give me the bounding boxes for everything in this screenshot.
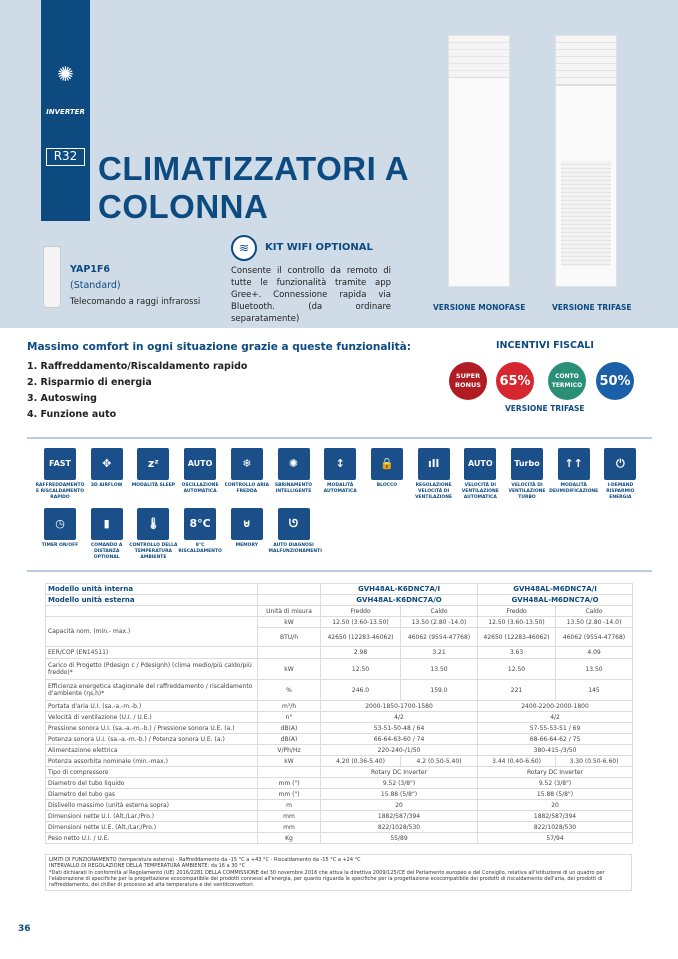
table-cell: 4/2 (321, 712, 478, 723)
feature-item: 4. Funzione auto (27, 409, 117, 420)
table-cell: mm (258, 822, 321, 833)
heat-cool-icon: ✺ (57, 62, 74, 86)
table-cell: Rotary DC Inverter (478, 767, 633, 778)
wifi-description: Consente il controllo da remoto di tutte le funzionalità tramite app Gree+. Connessione rapida via Bluetooth. (da ordinare separatamente) (231, 266, 391, 324)
feature-icon-label: CONTROLLO ARIA FREDDA (224, 483, 269, 494)
feature-icon: ᘎ (278, 508, 310, 540)
feature-icon-label: COMANDO A DISTANZA OPTIONAL (90, 543, 123, 560)
table-row (46, 800, 633, 811)
table-cell: 53-51-50-48 / 64 (321, 723, 478, 734)
version-label-trifase: VERSIONE TRIFASE (552, 303, 632, 312)
feature-icon: ıll (418, 448, 450, 480)
feature-icon-label: AUTO DIAGNOSI MALFUNZIONAMENTI (268, 543, 322, 554)
feature-icon: ◷ (44, 508, 76, 540)
table-cell: 12.50 (3.60-13.50) (478, 617, 556, 628)
table-cell: kW (258, 756, 321, 767)
feature-icon-label: CONTROLLO DELLA TEMPERATURA AMBIENTE (129, 543, 178, 560)
table-cell: 46062 (9554-47768) (401, 628, 478, 647)
feature-icon: 🌡 (137, 508, 169, 540)
row-label: Capacità nom. (min.- max.) (46, 617, 258, 647)
table-cell: Kg (258, 833, 321, 844)
feature-item: 3. Autoswing (27, 393, 97, 404)
feature-icon: ▮ (91, 508, 123, 540)
feature-icon: 8°C (184, 508, 216, 540)
unit-image-trifase (555, 35, 617, 287)
row-label: Dislivello massimo (unità esterna sopra) (46, 800, 258, 811)
feature-icon-label: 8°C RISCALDAMENTO (178, 543, 222, 554)
table-cell: Rotary DC Inverter (321, 767, 478, 778)
table-row (46, 833, 633, 844)
table-row (46, 778, 633, 789)
feature-icon-label: VELOCITÀ DI VENTILAZIONE TURBO (508, 483, 546, 500)
wifi-icon: ≋ (231, 235, 257, 261)
wifi-title: KIT WIFI OPTIONAL (265, 242, 373, 253)
table-cell: 2.98 (321, 647, 401, 659)
table-cell: 4.09 (556, 647, 633, 659)
row-label: Velocità di ventilazione (U.I. / U.E.) (46, 712, 258, 723)
feature-icon: ✥ (91, 448, 123, 480)
table-cell: 2400-2200-2000-1800 (478, 701, 633, 712)
version-label-monofase: VERSIONE MONOFASE (433, 303, 526, 312)
table-cell: 3.30 (0.50-6.60) (556, 756, 633, 767)
table-row (46, 617, 633, 628)
page-title (98, 150, 409, 226)
table-cell: kW (258, 659, 321, 680)
row-label: Potenza sonora U.I. (sa.-a.-m.-b.) / Potenza sonora U.E. (a.) (46, 734, 258, 745)
feature-icon-label: SBRINAMENTO INTELLIGENTE (274, 483, 313, 494)
remote-description: Telecomando a raggi infrarossi (70, 297, 201, 307)
table-cell: m (258, 800, 321, 811)
feature-icon: AUTO (464, 448, 496, 480)
table-row (46, 734, 633, 745)
table-cell: 46062 (9554-47768) (556, 628, 633, 647)
r32-badge: R32 (46, 148, 85, 166)
table-cell: GVH48AL-K6DNC7A/I (321, 584, 478, 595)
feature-icon-label: MODALITÀ SLEEP (131, 483, 176, 488)
row-label: Dimensioni nette U.I. (Alt./Lar./Pro.) (46, 811, 258, 822)
note: INTERVALLO DI REGOLAZIONE DELLA TEMPERATURA AMBIENTE: da 16 a 30 °C (49, 863, 246, 870)
feature-icon: ⊍ (231, 508, 263, 540)
incentives-note: VERSIONE TRIFASE (505, 404, 585, 413)
table-cell: dB(A) (258, 734, 321, 745)
table-cell: 13.50 (556, 659, 633, 680)
table-cell: 246.0 (321, 680, 401, 701)
row-label: Carico di Progetto (Pdesign c / Pdesignh) (clima medio/più caldo/più freddo)* (46, 659, 258, 680)
table-cell: 4.2 (0.50-5.40) (401, 756, 478, 767)
50-percent-badge: 50% (596, 362, 634, 400)
superbonus-badge: SUPER BONUS (449, 362, 487, 400)
table-row (46, 595, 633, 606)
table-cell: mm (258, 811, 321, 822)
table-cell: GVH48AL-M6DNC7A/I (478, 584, 633, 595)
table-row (46, 584, 633, 595)
table-cell (258, 584, 321, 595)
divider (27, 570, 652, 572)
table-cell: % (258, 680, 321, 701)
table-cell (46, 606, 258, 617)
table-cell: 12.50 (478, 659, 556, 680)
unit-image-monofase (448, 35, 510, 287)
row-label: Modello unità esterna (46, 595, 258, 606)
table-cell: 12.50 (3.60-13.50) (321, 617, 401, 628)
table-cell: 13.50 (401, 659, 478, 680)
row-label: Tipo di compressore (46, 767, 258, 778)
feature-icon-label: REGOLAZIONE VELOCITÀ DI VENTILAZIONE (415, 483, 453, 500)
title-line: CLIMATIZZATORI A (98, 150, 410, 187)
row-label: Diametro del tubo liquido (46, 778, 258, 789)
table-row (46, 680, 633, 701)
row-label: Dimensioni nette U.E. (Alt./Lar./Pro.) (46, 822, 258, 833)
row-label: Pressione sonora U.I. (sa.-a.-m.-b.) / Pressione sonora U.E. (a.) (46, 723, 258, 734)
table-cell: 9.52 (3/8") (478, 778, 633, 789)
conto-termico-badge: CONTO TERMICO (548, 362, 586, 400)
table-cell: n° (258, 712, 321, 723)
table-cell (258, 767, 321, 778)
feature-icon: ❄ (231, 448, 263, 480)
feature-icon-label: RAFFREDDAMENTO E RISCALDAMENTO RAPIDO (35, 483, 85, 500)
table-cell: 12.50 (321, 659, 401, 680)
table-cell: 380-415-/3/50 (478, 745, 633, 756)
table-cell: 221 (478, 680, 556, 701)
feature-icon: FAST (44, 448, 76, 480)
divider (27, 437, 652, 439)
feature-icon-label: BLOCCO (376, 483, 398, 488)
table-cell: 2000-1850-1700-1580 (321, 701, 478, 712)
remote-type: (Standard) (70, 280, 121, 291)
table-row (46, 606, 633, 617)
row-label: EER/COP (EN14511) (46, 647, 258, 659)
footnotes (45, 854, 632, 891)
row-label: Potenza assorbita nominale (min.-max.) (46, 756, 258, 767)
row-label: Efficienza energetica stagionale del raffreddamento / riscaldamento d'ambiente (ηs,h)* (46, 680, 258, 701)
table-cell (258, 595, 321, 606)
feature-icon-label: MODALITÀ DEUMIDIFICAZIONE (549, 483, 599, 494)
table-row (46, 712, 633, 723)
table-cell: 159.0 (401, 680, 478, 701)
feature-item: 2. Risparmio di energia (27, 377, 152, 388)
specs-table (45, 583, 633, 844)
table-cell: 68-66-64-62 / 75 (478, 734, 633, 745)
table-cell: Freddo (478, 606, 556, 617)
row-label: Modello unità interna (46, 584, 258, 595)
table-cell: 15.88 (5/8") (321, 789, 478, 800)
table-cell: 822/1028/530 (478, 822, 633, 833)
feature-icon: ✺ (278, 448, 310, 480)
feature-icon: zᶻ (137, 448, 169, 480)
row-label: Diametro del tubo gas (46, 789, 258, 800)
table-row (46, 789, 633, 800)
remote-image (43, 246, 61, 308)
feature-icon: ⏻ (604, 448, 636, 480)
remote-model: YAP1F6 (70, 264, 110, 275)
table-cell: 4.20 (0.36-5.40) (321, 756, 401, 767)
table-cell: Unità di misura (258, 606, 321, 617)
feature-icon-label: I-DEMAND RISPARMIO ENERGIA (606, 483, 635, 500)
feature-icon-label: OSCILLAZIONE AUTOMATICA (181, 483, 219, 494)
table-cell: Caldo (401, 606, 478, 617)
note: *Dati dichiarati in conformità al Regolamento (UE) 2016/2281 DELLA COMMISSIONE del 30 novembre 2016 che attua la direttiva 2009/125/CE del Parlamento europeo e del Consiglio, relativa all'istituzione di un quadro per l'elaborazione di specifiche per la progettazione ecocompatibile dei prodotti connessi all'energia, per quanto riguarda le specifiche per la progettazione ecocompatibile dei prodotti di riscaldamento dell'aria, dei prodotti di raffreddamento, dei chiller di processo ad alta temperatura e dei ventilconvettori. (49, 869, 605, 889)
table-cell (258, 647, 321, 659)
table-cell: 57-55-53-51 / 69 (478, 723, 633, 734)
table-row (46, 647, 633, 659)
table-cell: kW (258, 617, 321, 628)
table-cell: 3.21 (401, 647, 478, 659)
table-cell: 66-64-63-60 / 74 (321, 734, 478, 745)
table-row (46, 659, 633, 680)
table-cell: 1882/587/394 (321, 811, 478, 822)
table-cell: V/Ph/Hz (258, 745, 321, 756)
table-cell: GVH48AL-M6DNC7A/O (478, 595, 633, 606)
table-cell: 20 (321, 800, 478, 811)
table-cell: 57/94 (478, 833, 633, 844)
incentives-title: INCENTIVI FISCALI (496, 340, 594, 351)
table-cell: 15.88 (5/8") (478, 789, 633, 800)
table-cell: Freddo (321, 606, 401, 617)
row-label: Peso netto U.I. / U.E. (46, 833, 258, 844)
inverter-logo: INVERTER (46, 108, 85, 116)
feature-icon: ↕ (324, 448, 356, 480)
table-cell: mm (") (258, 789, 321, 800)
table-cell: 822/1028/530 (321, 822, 478, 833)
table-cell: 55/89 (321, 833, 478, 844)
table-row (46, 767, 633, 778)
feature-icon-label: MEMORY (235, 543, 258, 548)
feature-icon-label: 3D AIRFLOW (90, 483, 123, 488)
brand-stripe (41, 0, 90, 221)
table-cell: dB(A) (258, 723, 321, 734)
feature-icon: Turbo (511, 448, 543, 480)
table-row (46, 822, 633, 833)
feature-icon: ↑↑ (558, 448, 590, 480)
table-cell: 220-240-/1/50 (321, 745, 478, 756)
page-number: 36 (18, 924, 31, 934)
table-row (46, 756, 633, 767)
features-heading: Massimo comfort in ogni situazione grazie a queste funzionalità: (27, 341, 411, 353)
feature-icon-label: TIMER ON/OFF (41, 543, 79, 548)
table-cell: 42650 (12283-46062) (321, 628, 401, 647)
table-cell: m³/h (258, 701, 321, 712)
feature-item: 1. Raffreddamento/Riscaldamento rapido (27, 361, 248, 372)
table-cell: 13.50 (2.80 -14.0) (401, 617, 478, 628)
title-line: COLONNA (98, 188, 269, 225)
table-cell: BTU/h (258, 628, 321, 647)
table-row (46, 701, 633, 712)
row-label: Portata d'aria U.I. (sa.-a.-m.-b.) (46, 701, 258, 712)
65-percent-badge: 65% (496, 362, 534, 400)
row-label: Alimentazione elettrica (46, 745, 258, 756)
table-cell: 4/2 (478, 712, 633, 723)
feature-icon: AUTO (184, 448, 216, 480)
table-cell: mm (") (258, 778, 321, 789)
table-row (46, 811, 633, 822)
note: LIMITI DI FUNZIONAMENTO (temperatura esterna) - Raffreddamento da -15 °C a +43 °C - Riscaldamento da -15 °C a +24 °C (49, 857, 361, 863)
table-cell: 20 (478, 800, 633, 811)
table-cell: 1882/587/394 (478, 811, 633, 822)
table-cell: 9.52 (3/8") (321, 778, 478, 789)
table-cell: Caldo (556, 606, 633, 617)
table-cell: 145 (556, 680, 633, 701)
table-cell: 3.44 (0.40-6.60) (478, 756, 556, 767)
table-cell: 13.50 (2.80 -14.0) (556, 617, 633, 628)
table-cell: 3.63 (478, 647, 556, 659)
feature-icon-label: VELOCITÀ DI VENTILAZIONE AUTOMATICA (461, 483, 499, 500)
feature-icon: 🔒 (371, 448, 403, 480)
feature-icon-label: MODALITÀ AUTOMATICA (323, 483, 357, 494)
table-row (46, 723, 633, 734)
table-row (46, 745, 633, 756)
table-cell: GVH48AL-K6DNC7A/O (321, 595, 478, 606)
table-cell: 42650 (12283-46062) (478, 628, 556, 647)
